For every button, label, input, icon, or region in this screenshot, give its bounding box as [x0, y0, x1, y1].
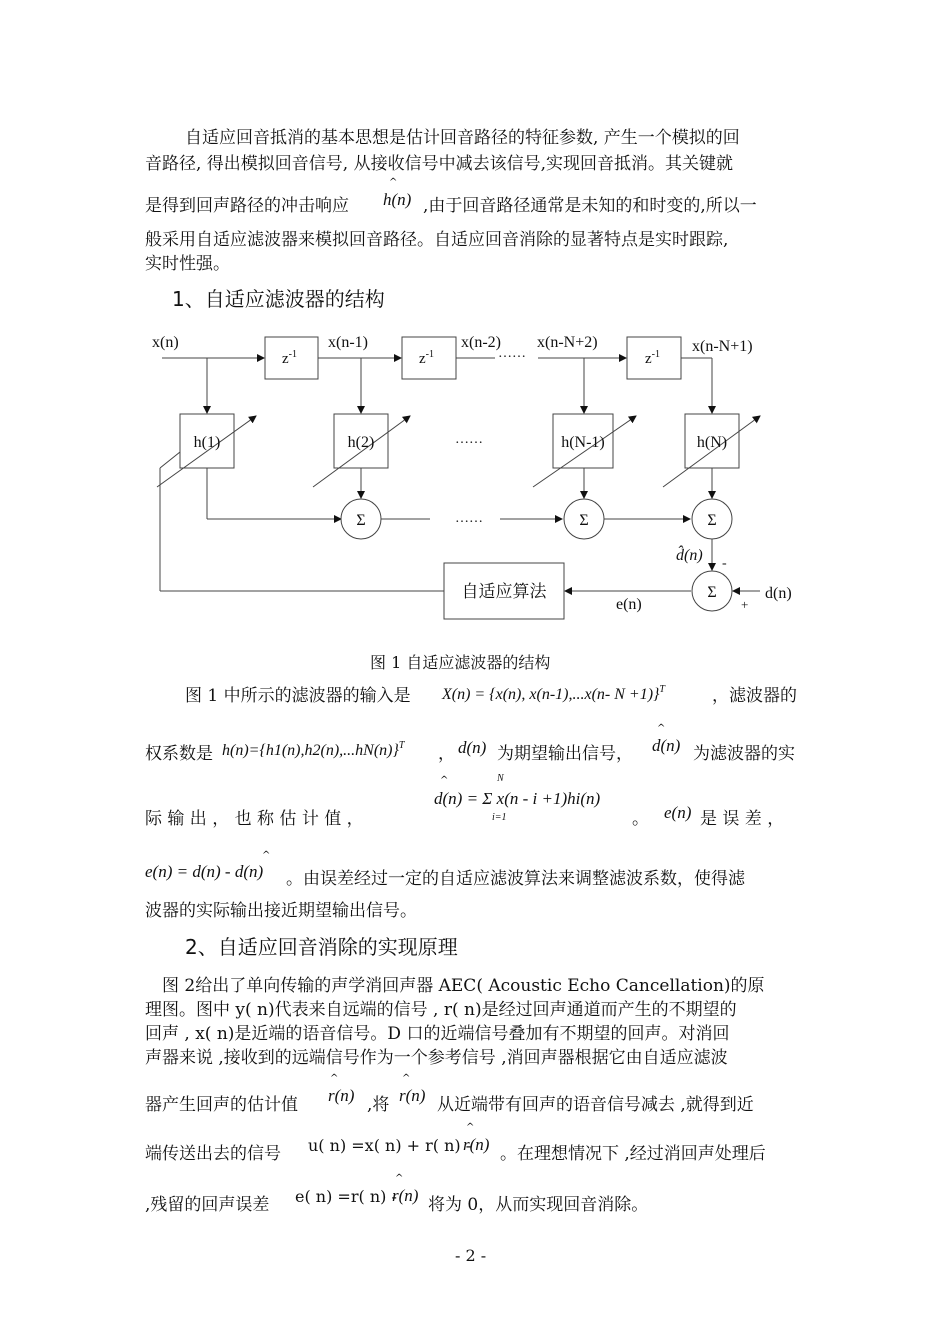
- hat-mark: ^: [402, 1073, 411, 1084]
- label-d-hat: d̂(n): [676, 547, 703, 564]
- formula-u-eq: u( n) =x( n) + r( n) -: [308, 1136, 472, 1155]
- para3-line-7b: 将为 0，从而实现回音消除。: [428, 1195, 649, 1215]
- para2-line-3b: 。: [632, 809, 649, 829]
- para3-line-2: 理图。图中 y( n)代表来自远端的信号 , r( n)是经过回声通道而产生的不期望的: [145, 1000, 737, 1020]
- minus-sign: -: [722, 556, 727, 571]
- dots-middle: ……: [455, 432, 483, 447]
- para3-line-5b: ,将: [367, 1095, 390, 1115]
- intro-line-4: 般采用自适应滤波器来模拟回音路径。自适应回音消除的显著特点是实时跟踪,: [145, 230, 729, 250]
- formula-d-hat: d(n): [652, 736, 681, 755]
- sum-error: Σ: [707, 584, 717, 601]
- formula-h-n: h(n): [383, 190, 412, 209]
- formula-e-n: e(n): [664, 803, 692, 822]
- sum-lower-limit: i=1: [492, 812, 507, 823]
- label-x-n: x(n): [152, 334, 179, 351]
- intro-line-3b: ,由于回音路径通常是未知的和时变的,所以一: [423, 196, 757, 216]
- dots-top: ……: [498, 346, 526, 361]
- label-e-n: e(n): [616, 596, 642, 613]
- para2-line-1b: ，滤波器的: [712, 686, 797, 706]
- weight-hn-1: h(N-1): [561, 434, 605, 451]
- hat-mark: ^: [395, 1173, 404, 1184]
- dots-bottom: ……: [455, 511, 483, 526]
- intro-line-2: 音路径, 得出模拟回音信号, 从接收信号中减去该信号,实现回音抵消。其关键就: [145, 154, 734, 174]
- formula-r-hat-1: r(n): [328, 1086, 355, 1105]
- formula-error-eq: e(n) = d(n) - d(n): [145, 862, 264, 881]
- para2-line-2a: 权系数是: [145, 744, 213, 764]
- section-2-heading: 2、自适应回音消除的实现原理: [185, 935, 458, 959]
- intro-line-5: 实时性强。: [145, 254, 230, 274]
- label-d-n: d(n): [765, 585, 792, 602]
- formula-r-hat-2: r(n): [399, 1086, 426, 1105]
- para2-line-3c: 是 误 差 ，: [700, 809, 785, 829]
- delay-z-2: $z^{-1}$: [419, 349, 435, 367]
- para3-line-5a: 器产生回声的估计值: [145, 1095, 298, 1115]
- figure-1-caption: 图 1 自适应滤波器的结构: [370, 653, 551, 672]
- adaptive-algorithm-box: 自适应算法: [461, 582, 547, 602]
- para3-line-6a: 端传送出去的信号: [145, 1144, 281, 1164]
- para2-line-4b: 。由误差经过一定的自适应滤波算法来调整滤波系数，使得滤: [286, 869, 745, 889]
- para2-line-2c: 为期望输出信号，: [497, 744, 633, 764]
- label-x-n-n-1: x(n-N+1): [692, 338, 753, 355]
- formula-e-eq: e( n) =r( n) -: [295, 1187, 397, 1206]
- intro-line-1: 自适应回音抵消的基本思想是估计回音路径的特征参数, 产生一个模拟的回: [185, 128, 740, 148]
- para2-line-2b: ，: [438, 744, 455, 764]
- hat-mark: ^: [389, 177, 398, 188]
- formula-h-vector: $h(n)=\{h1(n),h2(n),...hN(n)\}^T$: [222, 740, 405, 759]
- hat-mark: ^: [262, 850, 271, 861]
- hat-mark: ^: [330, 1073, 339, 1084]
- intro-line-3a: 是得到回声路径的冲击响应: [145, 196, 349, 216]
- sum-3: Σ: [707, 512, 717, 529]
- para2-line-3a: 际 输 出 ， 也 称 估 计 值 ，: [145, 809, 364, 829]
- page-number: - 2 -: [455, 1246, 487, 1265]
- label-x-n-n-2: x(n-N+2): [537, 334, 598, 351]
- hat-mark: ^: [466, 1122, 475, 1133]
- label-x-n-2: x(n-2): [461, 334, 501, 351]
- section-1-heading: 1、自适应滤波器的结构: [172, 287, 385, 311]
- para2-line-5: 波器的实际输出接近期望输出信号。: [145, 901, 417, 921]
- para3-line-5c: 从近端带有回声的语音信号减去 ,就得到近: [437, 1095, 754, 1115]
- sum-2: Σ: [579, 512, 589, 529]
- plus-sign: +: [741, 597, 749, 612]
- formula-sum: d(n) = Σ x(n - i +1)hi(n): [434, 789, 601, 808]
- formula-r-hat-4: r(n): [392, 1186, 419, 1205]
- formula-x-vector: X(n) = {x(n), x(n-1),...x(n- N +1)}$^T$: [442, 684, 665, 703]
- para3-line-1: 图 2给出了单向传输的声学消回声器 AEC( Acoustic Echo Cancellation)的原: [162, 976, 765, 996]
- para3-line-3: 回声 , x( n)是近端的语音信号。D 口的近端信号叠加有不期望的回声。对消回: [145, 1024, 730, 1044]
- delay-z-1: $z^{-1}$: [282, 349, 298, 367]
- hat-mark: ^: [440, 775, 449, 786]
- weight-h1: h(1): [193, 434, 221, 451]
- label-x-n-1: x(n-1): [328, 334, 368, 351]
- delay-z-3: $z^{-1}$: [645, 349, 661, 367]
- weight-hn: h(N): [696, 434, 728, 451]
- sum-upper-limit: N: [497, 773, 504, 784]
- adaptive-filter-diagram: [0, 320, 950, 650]
- para3-line-4: 声器来说 ,接收到的远端信号作为一个参考信号 ,消回声器根据它由自适应滤波: [145, 1048, 728, 1068]
- para3-line-7a: ,残留的回声误差: [145, 1195, 270, 1215]
- formula-d-n: d(n): [458, 738, 487, 757]
- para3-line-6b: 。在理想情况下 ,经过消回声处理后: [500, 1144, 766, 1164]
- sum-1: Σ: [356, 512, 366, 529]
- weight-h2: h(2): [347, 434, 375, 451]
- para2-line-1a: 图 1 中所示的滤波器的输入是: [185, 686, 411, 706]
- para2-line-2d: 为滤波器的实: [693, 744, 795, 764]
- formula-r-hat-3: r(n): [463, 1135, 490, 1154]
- hat-mark: ^: [657, 723, 666, 734]
